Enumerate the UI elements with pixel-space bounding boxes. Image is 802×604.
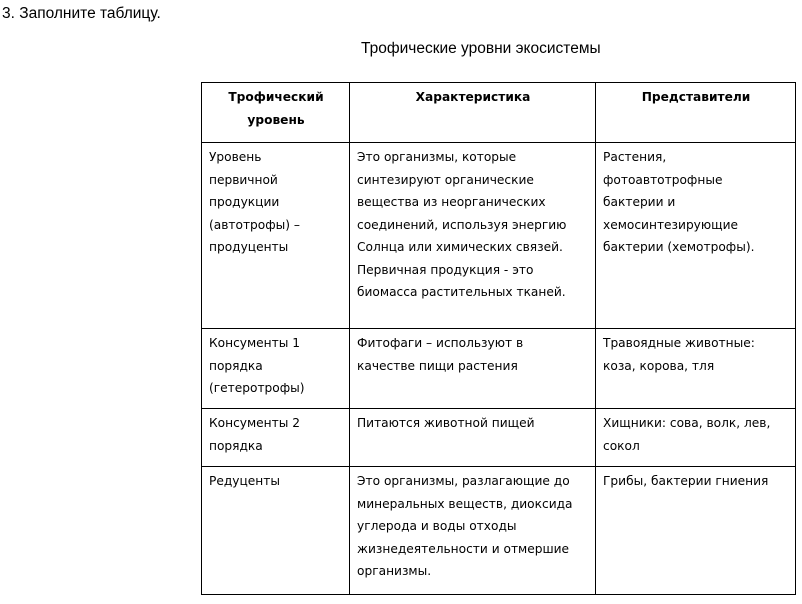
header-representatives: Представители	[596, 83, 796, 143]
cell-level: Консументы 1 порядка (гетеротрофы)	[202, 329, 350, 409]
cell-representatives: Травоядные животные: коза, корова, тля	[596, 329, 796, 409]
header-level: Трофический уровень	[202, 83, 350, 143]
cell-level: Редуценты	[202, 467, 350, 595]
table-row	[202, 467, 796, 595]
cell-representatives: Хищники: сова, волк, лев, сокол	[596, 409, 796, 467]
table-header-row	[202, 83, 796, 143]
cell-characteristic: Это организмы, которые синтезируют органические вещества из неорганических соединений, используя энергию Солнца или химических связей. Первичная продукция - это биомасса растительных тканей.	[350, 143, 596, 329]
cell-characteristic: Питаются животной пищей	[350, 409, 596, 467]
cell-level: Уровень первичной продукции (автотрофы) – продуценты	[202, 143, 350, 329]
table-title: Трофические уровни экосистемы	[361, 40, 601, 57]
trophic-levels-table	[201, 82, 796, 595]
cell-representatives: Грибы, бактерии гниения	[596, 467, 796, 595]
cell-representatives: Растения, фотоавтотрофные бактерии и хемосинтезирующие бактерии (хемотрофы).	[596, 143, 796, 329]
cell-characteristic: Фитофаги – используют в качестве пищи растения	[350, 329, 596, 409]
header-characteristic: Характеристика	[350, 83, 596, 143]
table-row	[202, 143, 796, 329]
table-row	[202, 329, 796, 409]
table-row	[202, 409, 796, 467]
cell-level: Консументы 2 порядка	[202, 409, 350, 467]
task-heading: 3. Заполните таблицу.	[2, 5, 161, 22]
cell-characteristic: Это организмы, разлагающие до минеральных веществ, диоксида углерода и воды отходы жизнедеятельности и отмершие организмы.	[350, 467, 596, 595]
